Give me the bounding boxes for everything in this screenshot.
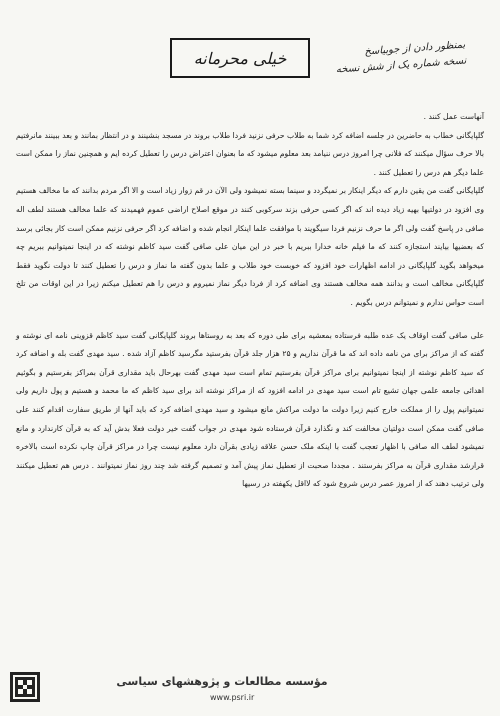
paragraph: گلپایگانی گفت من یقین دارم که دیگر اینکار بر نمیگردد و سینما بسته نمیشود ولی الآن در قم زوار زیاد است و الا اگر مردم بدانند که ما مخالف هستیم وی افزود در دولتیها بهیه زیاد دیده اند که اگر کسی حرفی بزند سرکوبی کنند در موقع اصلاح اراضی عموم فهمیدند که علما مخالف هستند لطف اله صافی در پاسخ گفت ولی اگر ما حرف نزنیم فردا سیگویند با موافقت علما اینکار انجام شده و اضافه کرد اگر حرفی نزنیم ممکن است کار بجائی برسد که بعضیها بیایند استجازه کنند که ما فیلم خانه خدارا ببریم با خبر در این میان علی صافی گفت سید کاظم نوشته که در اینجا نمیتوانیم ببریم چه میخواهد بگوید گلپایگانی در ادامه اظهارات خود افزود که خوبست خود طلاب و علما بدون گفته ما نماز و درس را تعطیل کنند تا دولت نگوید فقط گلپایگانی مخالف است و بدانند همه مخالف هستند وی اضافه کرد از فردا دیگر نماز نمیروم و درس را هم تعطیل میکنم زیرا در این اوقات من تلخ است حواس ندارم و نمیتوانم درس بگویم . xyxy=(16,186,484,307)
paragraph: گلپایگانی خطاب به حاضرین در جلسه اضافه کرد شما به طلاب حرفی نزنید فردا طلاب بروند در مسجد بنشینند و در انتظار بمانند و بعد ببینند مانرفتیم بالا حرف سؤال میکنند که فلانی چرا امروز درس ننیامد بعد معلوم میشود که ما بعنوان اعتراض درس را تعطیل کرده ایم و همچنین نماز را ممکن است علما دیگر هم درس را تعطیل کنند . xyxy=(16,130,484,177)
classification-stamp xyxy=(170,38,310,78)
handwritten-note xyxy=(335,38,467,79)
paragraph: آنهاست عمل کنند . xyxy=(423,112,484,121)
institute-url[interactable]: www.psri.ir xyxy=(210,693,255,702)
classification-title: خیلی محرمانه xyxy=(193,48,287,68)
paragraph: علی صافی گفت اوقاف یک عده طلبه فرستاده بمعشیه برای طی دوره که بعد به روستاها بروند گلپایگانی گفت سید کاظم قزوینی نامه ای نوشته و گفته که از مراکز برای من نامه داده اند که ما قرآن نداریم و ۲۵ هزار جلد قرآن بفرستید مگرسید کاظم آزاد شده . سید مهدی گفت بله و اضافه کرد که سید کاظم نوشته از اینجا نمیتوانیم برای مراکز قرآن بفرستیم تمام است سید مهدی گفت بهرحال باید مقداری قرآن بمراکز بفرستیم و بگوئیم اهدائی جامعه علمی جهان تشیع تام است سید مهدی در ادامه افزود که از مراکز نوشته اند برای سید کاظم که ما محمد و هستیم و پول داریم ولی نمیتوانیم پول را از مملکت خارج کنیم زیرا دولت ما دولت مراکش مانع میشود و سید مهدی اضافه کرد که باید آنها از طریق سفارت اقدام کنند علی صافی گفت ممکن است دولتیان مخالفت کند و نگذارد قرآن فرستاده شود مهدی در جواب گفت خیر دولت فعلا بدش آید که به قرآن کارندارد و مانع نمیشود لطف اله صافی با اظهار تعجب گفت با اینکه ملک حسن علاقه زیادی بقرآن دارد معلوم نیست چرا در مراکز قرآن چاپ نکرده است بالاخره قرارشد مقداری قرآن به مراکز بفرستند . مجددا صحبت از تعطیل نماز پیش آمد و تصمیم گرفته شد چند روز نماز نمیتوانند . درس هم تعطیل میکنند ولی ترتیب دهند که از امروز عصر درس شروع شود که لااقل یکهفته در رسیها xyxy=(16,330,484,489)
institute-seal-icon xyxy=(10,672,40,702)
handwritten-note-line-1: بمنظور دادن از جوبیاسخ xyxy=(364,39,466,58)
institute-name: مؤسسه مطالعات و پژوهشهای سیاسی xyxy=(116,675,328,688)
document-body xyxy=(16,108,484,494)
handwritten-note-line-2: نسخه شماره یک از شش نسخه xyxy=(335,55,467,76)
